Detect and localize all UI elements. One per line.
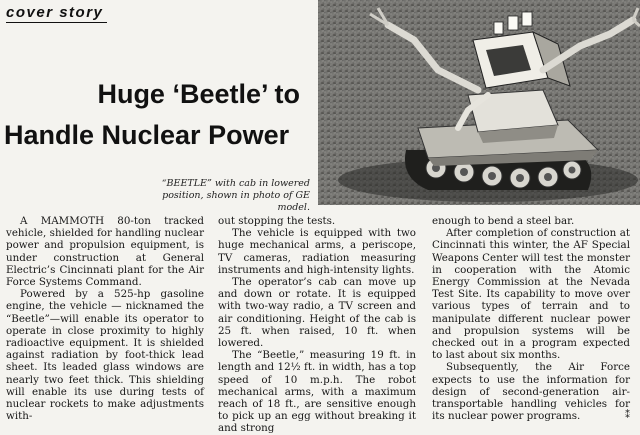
section-kicker: cover story: [6, 4, 107, 23]
paragraph: The operator’s cab can move up and down or rotate. It is equipped with two-way radio, a TV screen and air conditioning. Height of the cab is 25 ft. when raised, 10 ft. when lowered.: [218, 276, 416, 350]
paragraph: out stopping the tests.: [218, 215, 336, 227]
beetle-illustration: [318, 0, 640, 205]
headline-line-2: Handle Nuclear Power: [4, 120, 290, 150]
paragraph: [432, 361, 630, 422]
headline: [4, 74, 324, 156]
paragraph: The “Beetle,” measuring 19 ft. in length and 12½ ft. in width, has a top speed of 10 m.p.h. The robot mechanical arms, with a maximum reach of 18 ft., are sensitive enough to pick up an egg without breaking it and strong: [218, 349, 416, 435]
beetle-model-photo: [318, 0, 640, 205]
paragraph: enough to bend a steel bar.: [432, 215, 575, 227]
paragraph: Powered by a 525-hp gasoline engine, the vehicle — nicknamed the “Beetle”—will enable its operator to operate in close proximity to highly radioactive equipment. It is shielded against radiation by foot-thick lead sheet. Its leaded glass windows are nearly two feet thick. This shielding will enable its use during tests of nuclear rockets to make adjustments with-: [6, 288, 204, 423]
photo-caption: “BEETLE” with cab in lowered position, shown in photo of GE model.: [161, 178, 310, 213]
paragraph: The vehicle is equipped with two huge mechanical arms, a periscope, TV cameras, radiation measuring instruments and high-intensity lights.: [218, 227, 416, 276]
paragraph: After completion of construction at Cincinnati this winter, the AF Special Weapons Center will test the monster in cooperation with the Atomic Energy Commission at the Nevada Test Site. Its capability to move over various types of terrain and to manipulate different nuclear power and propulsion systems will be checked out in a program expected to last about six months.: [432, 227, 630, 362]
article-column-2: [218, 215, 416, 435]
paragraph-text: Subsequently, the Air Force expects to use the information for design of second-generation air-transportable handling vehicles for its nuclear power programs.: [432, 361, 630, 423]
headline-line-1: Huge ‘Beetle’ to: [97, 79, 300, 109]
article-column-3: [432, 215, 630, 422]
paragraph: A MAMMOTH 80-ton tracked vehicle, shielded for handling nuclear power and propulsion equipment, is under construction at General Electric’s Cincinnati plant for the Air Force Systems Command.: [6, 215, 204, 289]
end-mark-icon: ⁑: [625, 410, 630, 422]
article-column-1: [6, 215, 204, 422]
